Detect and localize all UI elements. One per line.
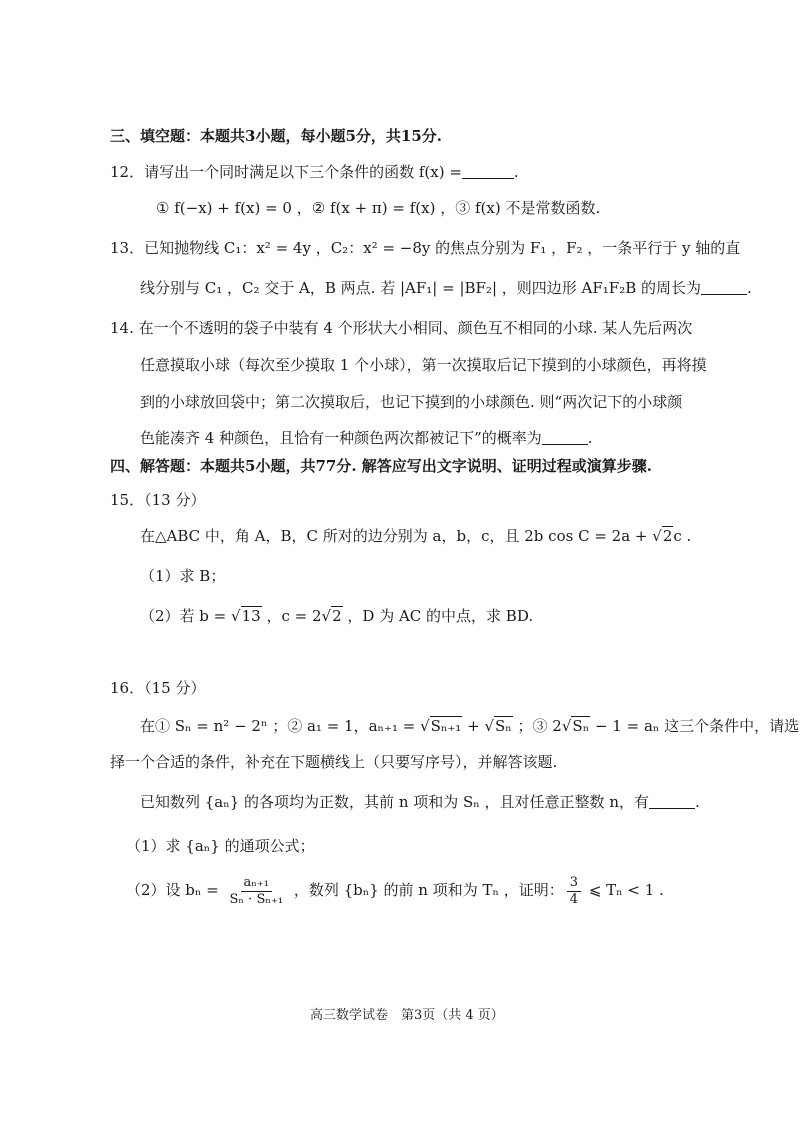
q16-line2: 择一个合适的条件，补充在下题横线上（只要写序号），并解答该题.: [110, 753, 558, 771]
q15-part2: （2）若 b = √13 ，c = 2√2 ，D 为 AC 的中点，求 BD.: [140, 607, 534, 625]
q16-cond-sqrt1: Sₙ₊₁: [430, 717, 462, 735]
q16-cond-a: 在① Sₙ = n² − 2ⁿ ；② a₁ = 1，aₙ₊₁ =: [140, 717, 421, 735]
q15-stem-pre: 在△ABC 中，角 A，B，C 所对的边分别为 a，b，c，且 2b cos C = 2a +: [140, 527, 653, 545]
q16-answer-blank: [649, 794, 695, 809]
q13-number: 13．: [110, 239, 145, 257]
q14-answer-blank: [542, 430, 588, 445]
q16-cond-sqrt3: Sₙ: [572, 717, 590, 735]
q13-text-line2: 线分别与 C₁ ，C₂ 交于 A，B 两点. 若 |AF₁| = |BF₂| ，则四边形 AF₁F₂B 的周长为: [140, 279, 702, 297]
q16-cond-c: − 1 = aₙ 这三个条件中，请选: [590, 717, 800, 735]
q14-line4: 色能凑齐 4 种颜色，且恰有一种颜色两次都被记下”的概率为 .: [140, 429, 593, 447]
q16-line3: 已知数列 {aₙ} 的各项均为正数，其前 n 项和为 Sₙ ，且对任意正整数 n，有 .: [140, 793, 700, 811]
q14-text-line1: 在一个不透明的袋子中装有 4 个形状大小相同、颜色互不相同的小球. 某人先后两次: [138, 319, 693, 337]
q13-line1: [110, 238, 740, 258]
q16-header: 16．（15 分）: [110, 679, 206, 697]
q15-stem-sqrt: 2: [662, 527, 673, 545]
q14-line3: 到的小球放回袋中；第二次摸取后，也记下摸到的小球颜色. 则“两次记下的小球颜: [140, 393, 683, 411]
q16-fraction-bn: [227, 875, 287, 908]
q16-frac-numerator: aₙ₊₁: [241, 875, 272, 892]
q16-cond-sqrt2: Sₙ: [495, 717, 512, 735]
q16-text-line3: 已知数列 {aₙ} 的各项均为正数，其前 n 项和为 Sₙ ，且对任意正整数 n，有: [140, 793, 649, 811]
q16-conditions: 在① Sₙ = n² − 2ⁿ ；② a₁ = 1，aₙ₊₁ = √Sₙ₊₁ + √Sₙ ；③ 2√Sₙ − 1 = aₙ 这三个条件中，请选: [140, 717, 800, 735]
q16-part2-post: ⩽ Tₙ < 1 .: [584, 881, 664, 899]
q16-frac2-numerator: 3: [567, 875, 581, 892]
q16-cond-b: ；③ 2: [512, 717, 562, 735]
section4-heading: 四、解答题：本题共5小题，共77分. 解答应写出文字说明、证明过程或演算步骤.: [110, 457, 652, 475]
q13-text-line1: 已知抛物线 C₁：x² = 4y ，C₂：x² = −8y 的焦点分别为 F₁ ，F₂ ，一条平行于 y 轴的直: [144, 239, 741, 257]
q14-line1: [110, 318, 692, 338]
q14-line2: 任意摸取小球（每次至少摸取 1 个小球），第一次摸取后记下摸到的小球颜色，再将摸: [140, 356, 707, 374]
q16-part2: [126, 872, 664, 908]
q15-part2-sqrt1: 13: [241, 607, 261, 625]
q13-answer-blank: [701, 280, 747, 295]
q15-header: 15．（13 分）: [110, 491, 206, 509]
q16-part1: （1）求 {aₙ} 的通项公式；: [126, 837, 315, 855]
q14-number: 14.: [110, 319, 134, 337]
q15-part2-post: ，D 为 AC 的中点，求 BD.: [342, 607, 534, 625]
q16-cond-plus: +: [462, 717, 485, 735]
q12-conditions: ① f(−x) + f(x) = 0 ，② f(x + π) = f(x) ，③ f(x) 不是常数函数.: [156, 199, 601, 217]
q12-answer-blank: [462, 164, 514, 179]
q12-number: 12．: [110, 163, 145, 181]
q16-frac-denominator: Sₙ · Sₙ₊₁: [229, 891, 284, 907]
q15-part2-pre: （2）若 b =: [140, 607, 232, 625]
page-footer: 高三数学试卷 第3页（共 4 页）: [310, 1008, 504, 1023]
q15-stem: 在△ABC 中，角 A，B，C 所对的边分别为 a，b，c，且 2b cos C = 2a + √2c .: [140, 527, 692, 545]
q15-stem-post: c .: [673, 527, 692, 545]
q16-frac2-denominator: 4: [569, 891, 579, 907]
section3-heading: 三、填空题：本题共3小题，每小题5分，共15分.: [110, 127, 442, 145]
q15-part2-mid: ，c = 2: [261, 607, 322, 625]
q15-part2-sqrt2: 2: [332, 607, 342, 625]
q14-text-line4: 色能凑齐 4 种颜色，且恰有一种颜色两次都被记下”的概率为: [140, 429, 542, 447]
q12-line: 12．请写出一个同时满足以下三个条件的函数 f(x) = .: [110, 163, 519, 181]
q16-part2-pre: （2）设 bₙ =: [126, 881, 224, 899]
q13-line2: 线分别与 C₁ ，C₂ 交于 A，B 两点. 若 |AF₁| = |BF₂| ，则四边形 AF₁F₂B 的周长为 .: [140, 279, 752, 297]
q15-part1: （1）求 B；: [140, 567, 226, 585]
q16-part2-mid: ，数列 {bₙ} 的前 n 项和为 Tₙ ，证明：: [289, 881, 564, 899]
q12-text: 请写出一个同时满足以下三个条件的函数 f(x) =: [144, 163, 462, 181]
q16-fraction-3-4: [567, 875, 581, 908]
